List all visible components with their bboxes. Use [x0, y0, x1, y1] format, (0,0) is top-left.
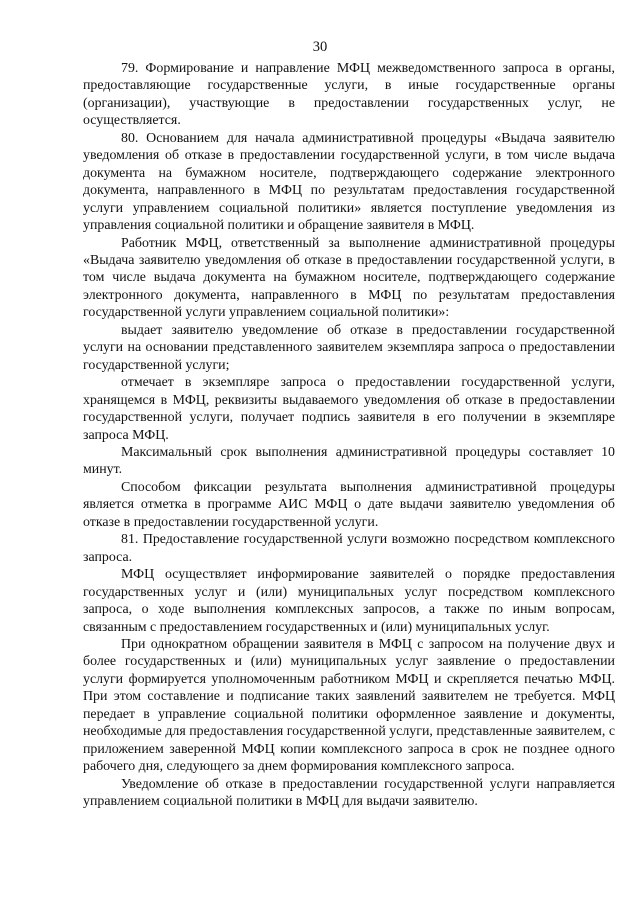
paragraph: 79. Формирование и направление МФЦ межведомственного запроса в органы, предоставляющие государственные услуги, в иные государственные органы (организации), участвующие в предоставлении государственных услуг, не осуществляется.	[83, 61, 615, 129]
paragraph: Работник МФЦ, ответственный за выполнение административной процедуры «Выдача заявителю уведомления об отказе в предоставлении государственной услуги, в том числе выдача документа на бумажном носителе, подтверждающего содержание электронного документа, направленного в МФЦ по результатам предоставления государственной услуги управлением социальной политики»:	[83, 235, 615, 321]
paragraph: Способом фиксации результата выполнения административной процедуры является отметка в программе АИС МФЦ о дате выдачи заявителю уведомления об отказе в предоставлении государственной услуги.	[83, 479, 615, 530]
paragraph: 80. Основанием для начала административной процедуры «Выдача заявителю уведомления об отказе в предоставлении государственной услуги, в том числе выдача документа на бумажном носителе, подтверждающего содержание электронного документа, направленного в МФЦ по результатам предоставления государственной услуги управлением социальной политики» является поступление уведомления из управления социальной политики и обращение заявителя в МФЦ.	[83, 130, 615, 234]
paragraph: отмечает в экземпляре запроса о предоставлении государственной услуги, хранящемся в МФЦ, реквизиты выдаваемого уведомления об отказе в предоставлении государственной услуги, получает подпись заявителя в его получении в экземпляре запроса МФЦ.	[83, 375, 615, 443]
paragraph: выдает заявителю уведомление об отказе в предоставлении государственной услуги на основании представленного заявителем экземпляра запроса о предоставлении государственной услуги;	[83, 322, 615, 373]
paragraph: 81. Предоставление государственной услуги возможно посредством комплексного запроса.	[83, 532, 615, 565]
page-number: 30	[312, 39, 328, 55]
paragraph: При однократном обращении заявителя в МФЦ с запросом на получение двух и более государственных и (или) муниципальных услуг заявление о предоставлении услуги формируется уполномоченным работником МФЦ и скрепляется печатью МФЦ. При этом составление и подписание таких заявлений заявителем не требуется. МФЦ передает в управление социальной политики оформленное заявление и документы, необходимые для предоставления государственной услуги, представленные заявителем, с приложением заверенной МФЦ копии комплексного запроса в срок не позднее одного рабочего дня, следующего за днем формирования комплексного запроса.	[83, 636, 615, 775]
paragraph: МФЦ осуществляет информирование заявителей о порядке предоставления государственных услуг и (или) муниципальных услуг посредством комплексного запроса, о ходе выполнения комплексных запросов, а также по иным вопросам, связанным с предоставлением государственных и (или) муниципальных услуг.	[83, 567, 615, 635]
paragraph: Уведомление об отказе в предоставлении государственной услуги направляется управлением социальной политики в МФЦ для выдачи заявителю.	[83, 776, 615, 810]
document-body	[83, 60, 615, 810]
paragraph: Максимальный срок выполнения административной процедуры составляет 10 минут.	[83, 444, 615, 478]
